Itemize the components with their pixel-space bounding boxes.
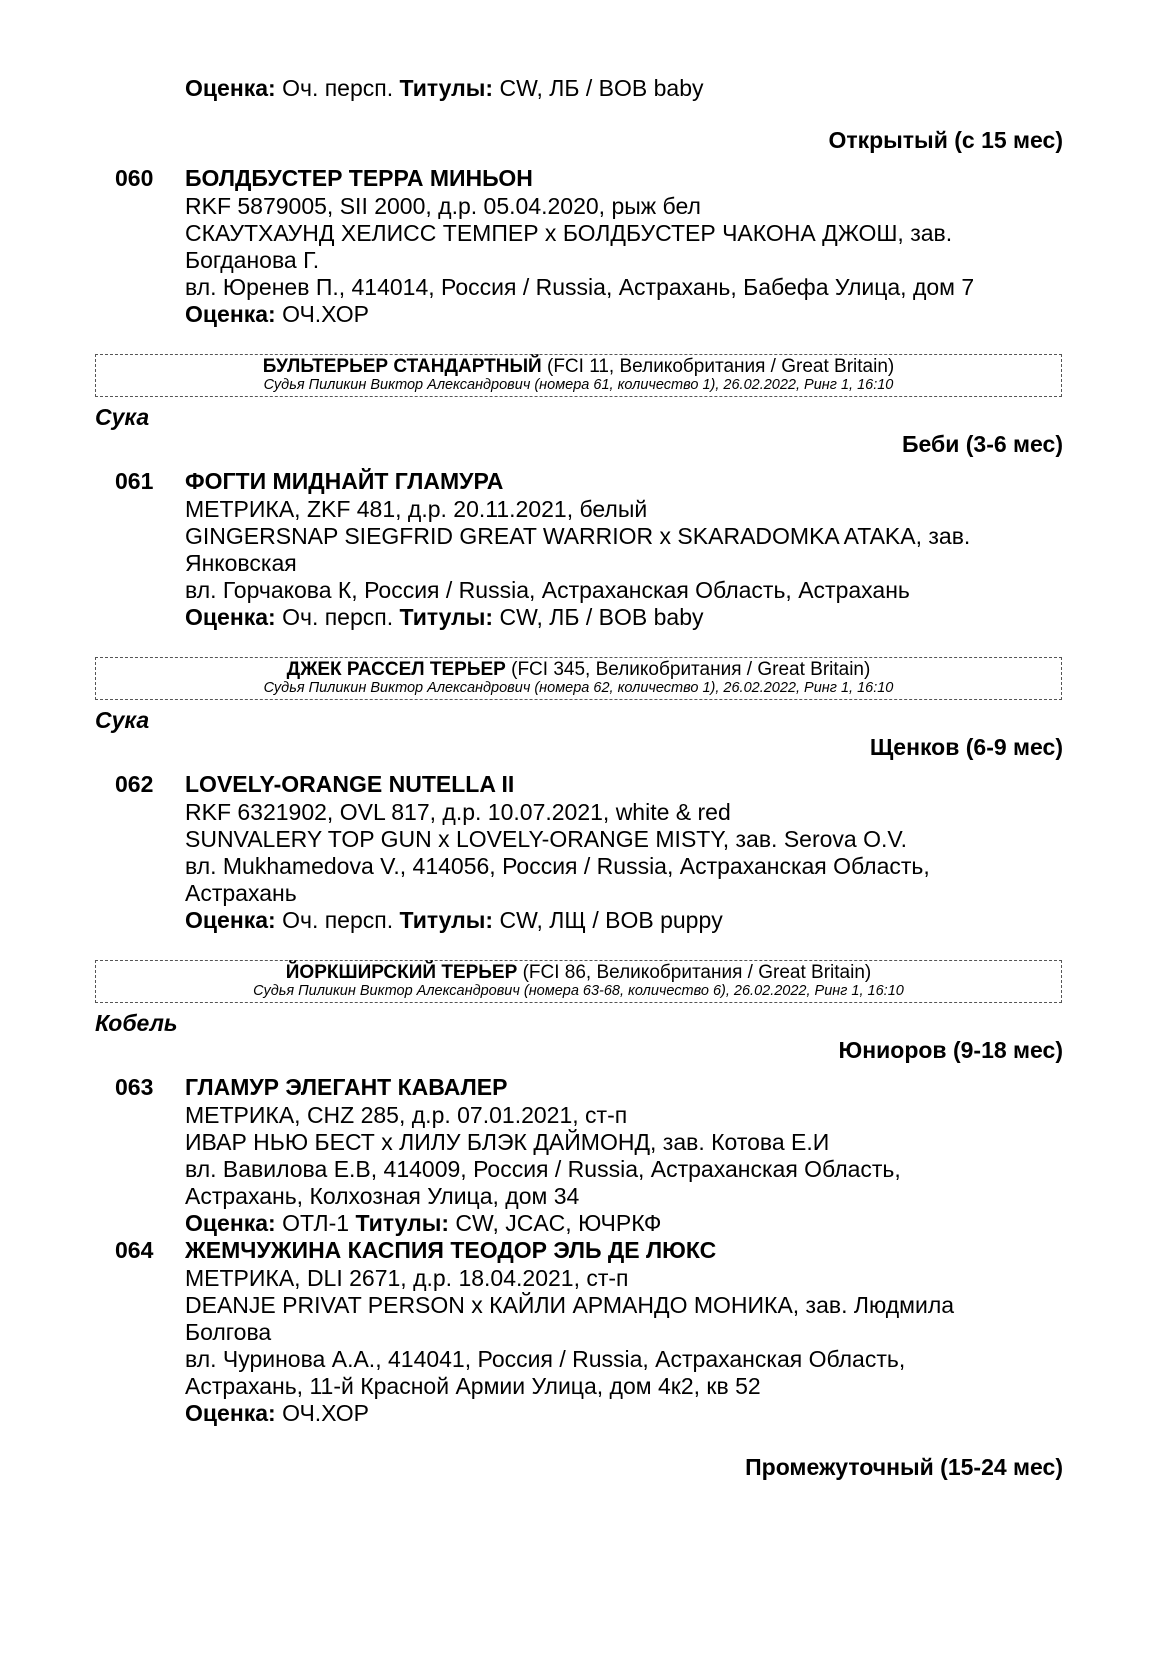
breed-header [95,354,1062,397]
dog-registration: RKF 5879005, SII 2000, д.р. 05.04.2020, рыж бел [185,193,701,219]
entry-number: 062 [115,771,154,797]
dog-registration: МЕТРИКА, CHZ 285, д.р. 07.01.2021, ст-п [185,1102,628,1128]
dog-owner-cont: Астрахань, 11-й Красной Армии Улица, дом 4к2, кв 52 [185,1373,761,1399]
dog-breeder: Богданова Г. [185,247,320,273]
dog-owner-cont: Астрахань, Колхозная Улица, дом 34 [185,1183,580,1209]
breed-info: (FCI 11, Великобритания / Great Britain) [547,356,895,377]
dog-owner: вл. Чуринова А.А., 414041, Россия / Russia, Астраханская Область, [185,1346,906,1372]
sex-heading: Сука [95,404,150,430]
grade-line: Оценка: ОТЛ-1 Титулы: CW, JCAC, ЮЧРКФ [185,1210,662,1236]
entry-number: 060 [115,165,154,191]
breed-name: ДЖЕК РАССЕЛ ТЕРЬЕР [286,659,506,680]
breed-name: ЙОРКШИРСКИЙ ТЕРЬЕР [285,962,518,983]
class-heading-open: Открытый (с 15 мес) [828,127,1063,153]
sex-heading: Кобель [95,1010,178,1036]
dog-owner: вл. Вавилова Е.В, 414009, Россия / Russia, Астраханская Область, [185,1156,901,1182]
grade-line: Оценка: Оч. персп. Титулы: CW, ЛБ / BOB baby [185,604,704,630]
entry-number: 061 [115,468,154,494]
class-heading-baby: Беби (3-6 мес) [902,431,1063,457]
breed-info: (FCI 86, Великобритания / Great Britain) [522,962,872,983]
dog-name: ЖЕМЧУЖИНА КАСПИЯ ТЕОДОР ЭЛЬ ДЕ ЛЮКС [185,1237,717,1263]
breed-header [95,657,1062,700]
entry-number: 063 [115,1074,154,1100]
dog-parents: SUNVALERY TOP GUN x LOVELY-ORANGE MISTY, зав. Serova O.V. [185,826,907,852]
grade-line: Оценка: ОЧ.ХОР [185,1400,369,1426]
dog-registration: RKF 6321902, OVL 817, д.р. 10.07.2021, white & red [185,799,731,825]
judge-info: Судья Пиликин Виктор Александрович (номера 62, количество 1), 26.02.2022, Ринг 1, 16:10 [263,680,894,696]
judge-info: Судья Пиликин Виктор Александрович (номера 61, количество 1), 26.02.2022, Ринг 1, 16:10 [263,377,894,393]
sex-heading: Сука [95,707,150,733]
class-heading-puppy: Щенков (6-9 мес) [869,734,1063,760]
dog-parents: ИВАР НЬЮ БЕСТ x ЛИЛУ БЛЭК ДАЙМОНД, зав. Котова Е.И [185,1129,830,1155]
dog-name: ФОГТИ МИДНАЙТ ГЛАМУРА [185,468,504,494]
grade-line: Оценка: ОЧ.ХОР [185,301,369,327]
dog-owner: вл. Юренев П., 414014, Россия / Russia, Астрахань, Бабефа Улица, дом 7 [185,274,975,300]
grade-line: Оценка: Оч. персп. Титулы: CW, ЛЩ / BOB puppy [185,907,723,933]
dog-registration: МЕТРИКА, ZKF 481, д.р. 20.11.2021, белый [185,496,648,522]
grade-line: Оценка: Оч. персп. Титулы: CW, ЛБ / BOB baby [185,75,704,101]
dog-breeder: Янковская [185,550,297,576]
dog-parents: GINGERSNAP SIEGFRID GREAT WARRIOR x SKARADOMKA ATAKA, зав. [185,523,971,549]
breed-name: БУЛЬТЕРЬЕР СТАНДАРТНЫЙ [262,356,542,377]
dog-name: LOVELY-ORANGE NUTELLA II [185,771,515,797]
class-heading-intermediate: Промежуточный (15-24 мес) [745,1454,1063,1480]
class-heading-junior: Юниоров (9-18 мес) [838,1037,1063,1063]
dog-name: БОЛДБУСТЕР ТЕРРА МИНЬОН [185,165,533,191]
breed-info: (FCI 345, Великобритания / Great Britain) [511,659,871,680]
dog-parents: СКАУТХАУНД ХЕЛИСС ТЕМПЕР x БОЛДБУСТЕР ЧАКОНА ДЖОШ, зав. [185,220,953,246]
entry-number: 064 [115,1237,154,1263]
dog-registration: МЕТРИКА, DLI 2671, д.р. 18.04.2021, ст-п [185,1265,629,1291]
breed-header [95,960,1062,1003]
dog-name: ГЛАМУР ЭЛЕГАНТ КАВАЛЕР [185,1074,508,1100]
dog-owner: вл. Mukhamedova V., 414056, Россия / Russia, Астраханская Область, [185,853,930,879]
dog-parents: DEANJE PRIVAT PERSON x КАЙЛИ АРМАНДО МОНИКА, зав. Людмила [185,1292,955,1318]
dog-owner: вл. Горчакова К, Россия / Russia, Астраханская Область, Астрахань [185,577,910,603]
dog-owner-cont: Астрахань [185,880,297,906]
dog-breeder: Болгова [185,1319,272,1345]
judge-info: Судья Пиликин Виктор Александрович (номера 63-68, количество 6), 26.02.2022, Ринг 1, 16:10 [253,983,904,999]
